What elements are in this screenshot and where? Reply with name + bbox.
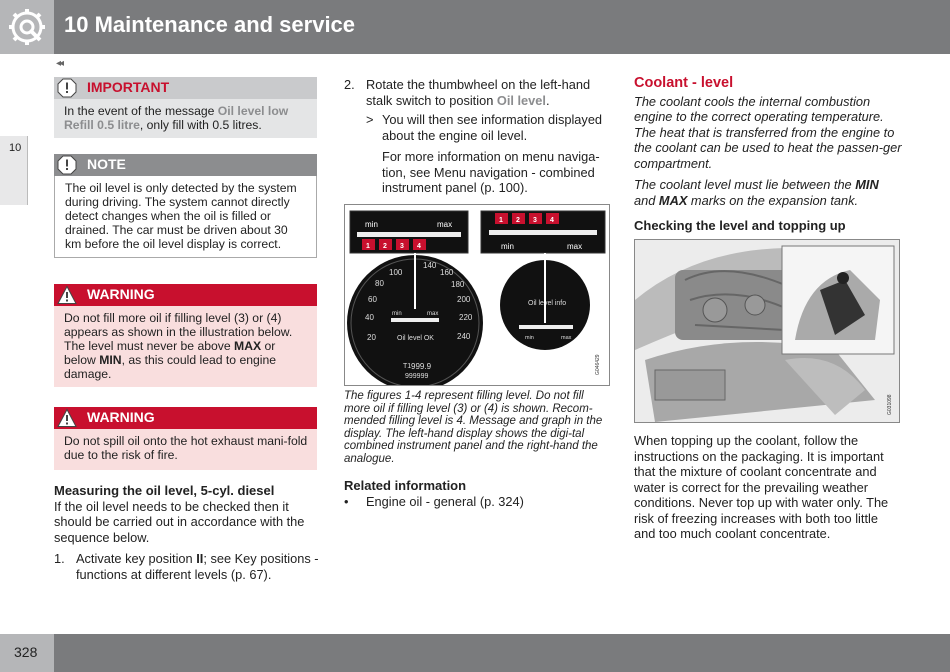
tick-240: 240 [457, 332, 471, 341]
step-1-key: II [196, 551, 204, 566]
note-text: The oil level is only detected by the system during driving. The system cannot directly detect changes when the oil is filled or drained. The car must be driven about 30 km before the oil level display is correct. [54, 176, 317, 258]
warning1-t1: Do not fill more oil if filling level (3) or (4) appears as shown in the illustration below. The level must never be above [64, 311, 293, 353]
oil-level-figure [344, 204, 610, 386]
warning-text-1 [54, 306, 317, 387]
tick-200: 200 [457, 295, 471, 304]
important-text: In the event of the message [64, 104, 218, 118]
tick-160: 160 [440, 268, 454, 277]
right-zoom-min: min [501, 242, 514, 251]
warning1-min: MIN [99, 353, 122, 367]
related-item[interactable] [344, 494, 612, 510]
engine-illustration [635, 240, 899, 422]
left-min: min [365, 220, 378, 229]
important-icon [57, 78, 77, 98]
step-1-a: Activate key position [76, 551, 197, 566]
engine-bay-photo [634, 239, 900, 423]
important-header [54, 77, 317, 99]
page-header [0, 0, 950, 54]
figure-code: G046429 [595, 354, 601, 375]
coolant-subheading: Checking the level and topping up [634, 218, 846, 233]
step-2-number: 2. [344, 77, 355, 92]
related-info [344, 478, 612, 509]
step-2-b: . [545, 92, 550, 108]
step-2-sub-text: You will then see information displayed about the engine oil level. [382, 112, 603, 143]
tick-180: 180 [451, 280, 465, 289]
odo-trip: 999.9 [411, 362, 432, 371]
tick-40: 40 [365, 313, 374, 322]
coolant-heading: Coolant - level [634, 75, 734, 91]
warning-label-1: WARNING [87, 286, 155, 302]
warning-text-2: Do not spill oil onto the hot exhaust mani-fold due to the risk of fire. [54, 429, 317, 470]
measuring-heading: Measuring the oil level, 5-cyl. diesel [54, 483, 275, 498]
tick-60: 60 [368, 295, 377, 304]
warning1-t2: or below [64, 339, 276, 367]
coolant-section [634, 76, 902, 234]
important-highlight: Oil level low Refill 0.5 litre [64, 104, 289, 132]
important-body [54, 99, 317, 138]
coolant-p2-a: The coolant level must lie between the [634, 177, 856, 192]
left-max: max [437, 220, 453, 229]
measuring-section [54, 483, 319, 582]
note-header [54, 154, 317, 176]
coolant-p3: When topping up the coolant, follow the instructions on the packaging. It is important that the mixture of coolant concentrate and water is correct for the prevailing weather conditions. Never top up with water only. The risk of freezing increases with both too little and too much coolant concentrate. [634, 433, 889, 541]
right-level-3: 3 [533, 217, 537, 224]
warning-label-2: WARNING [87, 409, 155, 425]
warning-header-2 [54, 407, 317, 429]
tick-100: 100 [389, 268, 403, 277]
tick-20: 20 [367, 333, 376, 342]
right-gauge-min: min [525, 335, 534, 341]
step-2-highlight: Oil level [496, 92, 546, 108]
bullet-icon: • [344, 493, 349, 509]
coolant-p2 [634, 177, 902, 208]
left-level-3: 3 [400, 243, 404, 250]
left-level-1: 1 [366, 243, 370, 250]
step-2-a: Rotate the thumbwheel on the left-hand stalk switch to position [366, 77, 591, 108]
warning-box-1 [54, 284, 317, 387]
note-icon [57, 155, 77, 175]
oil-level-illustration [345, 205, 609, 385]
back-arrows-icon[interactable]: ◂◂ [56, 58, 63, 69]
coolant-p2-max: MAX [658, 192, 688, 208]
oil-info-text: Oil level info [528, 300, 567, 307]
odo-t1: T1 [403, 363, 412, 370]
step-2 [344, 77, 612, 196]
left-level-4: 4 [417, 243, 421, 250]
odo-total: 999999 [405, 373, 429, 380]
tick-220: 220 [459, 313, 473, 322]
step-2-sub-marker: > [366, 112, 374, 127]
warning1-t3: , as this could lead to engine damage. [64, 353, 277, 381]
step-1 [54, 551, 319, 582]
tick-80: 80 [375, 279, 384, 288]
warning-triangle-icon [57, 285, 77, 305]
step-2-row [344, 77, 612, 108]
related-heading: Related information [344, 478, 467, 493]
right-zoom-max: max [567, 242, 583, 251]
coolant-p2-c: marks on the expansion tank. [687, 192, 859, 208]
warning-header-1 [54, 284, 317, 306]
gear-icon [0, 0, 54, 54]
step-2-more: For more information on menu naviga-tion, see Menu navigation - combined instrument panel (p. 100). [382, 149, 600, 195]
important-text-end: , only fill with 0.5 litres. [139, 118, 262, 132]
chapter-number: 10 [9, 142, 22, 154]
important-label: IMPORTANT [87, 79, 170, 95]
right-gauge-max: max [561, 335, 572, 341]
page-title: 10 Maintenance and service [64, 12, 356, 37]
step-2-text [366, 77, 612, 108]
note-label: NOTE [87, 156, 126, 172]
photo-code: G031098 [887, 394, 893, 415]
tick-140: 140 [423, 261, 437, 270]
oil-ok-text: Oil level OK [397, 335, 434, 342]
gauge-min: min [392, 311, 402, 317]
warning-box-2 [54, 407, 317, 470]
related-link[interactable]: Engine oil - general (p. 324) [366, 493, 524, 509]
gauge-max: max [427, 311, 439, 317]
warning-triangle-icon [57, 408, 77, 428]
step-1-b: ; see Key positions - functions at different levels (p. 67). [76, 551, 319, 582]
figure-caption: The figures 1-4 represent filling level. Do not fill more oil if filling level (3) or (4) is shown. Recom-mended filling level is 4. Message and graph in the display. The left-hand display shows the digi-tal combined instrument panel and the right-hand the analogue. [344, 390, 603, 465]
coolant-p2-b: and [634, 192, 659, 208]
step-1-text [76, 551, 319, 582]
right-level-4: 4 [550, 217, 554, 224]
chapter-tab[interactable] [0, 136, 28, 205]
coolant-p1: The coolant cools the internal combustion engine to the correct operating temperature. The heat that is transferred from the engine to the coolant can be used to heat the passen-ger compartment. [634, 93, 902, 171]
page-footer [0, 634, 950, 672]
step-1-number: 1. [54, 551, 65, 566]
page-number: 328 [14, 644, 38, 660]
note-box [54, 154, 317, 258]
warning1-max: MAX [234, 339, 262, 353]
page-number-box [0, 634, 54, 672]
measuring-text: If the oil level needs to be checked then it should be carried out in accordance with the sequence below. [54, 498, 305, 545]
step-2-sub [344, 112, 612, 143]
left-level-2: 2 [383, 243, 387, 250]
important-box [54, 77, 317, 138]
coolant-p2-min: MIN [855, 177, 879, 192]
right-level-1: 1 [499, 217, 503, 224]
right-level-2: 2 [516, 217, 520, 224]
